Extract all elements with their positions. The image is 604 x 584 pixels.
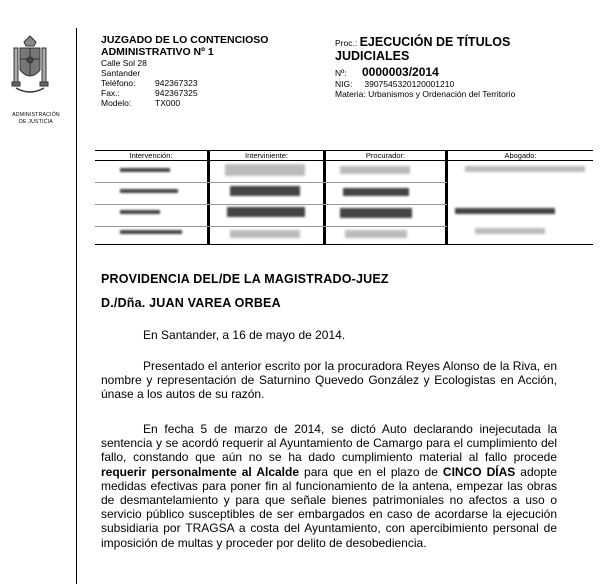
court-info [101, 34, 268, 108]
row-divider [95, 182, 447, 183]
fax-row [101, 88, 268, 98]
redacted-cell [230, 230, 300, 238]
phone-value: 942367323 [155, 78, 198, 88]
redacted-cell [120, 210, 160, 214]
paragraph-order-emphasis: requerir personalmente al Alcalde [101, 464, 300, 479]
redacted-cell [120, 189, 178, 193]
coat-of-arms-logo [10, 34, 50, 100]
nig-label: NIG: [335, 79, 353, 89]
model-label: Modelo: [101, 98, 132, 108]
table-bottom-rule [95, 244, 593, 245]
paragraph-order-text: En fecha 5 de marzo de 2014, se dictó Auto declarando inejecutada la sentencia y se acordó requerir al Ayuntamiento de Camargo para el cumplimiento del fallo, constando que aún no se ha dado cumplimiento material al fallo procede [101, 422, 557, 465]
model-row [101, 98, 268, 108]
paragraph-filing: Presentado el anterior escrito por la procuradora Reyes Alonso de la Riva, en nombre y representación de Saturnino Quevedo González y Ecologistas en Acción, únase a los autos de su razón. [101, 359, 557, 402]
proceeding-title-row [335, 35, 595, 49]
table-header-rule [95, 160, 593, 161]
proceeding-title-line1: EJECUCIÓN DE TÍTULOS [359, 35, 511, 49]
redacted-cell [475, 228, 545, 234]
parties-table [95, 150, 593, 245]
admin-label-line1: ADMINISTRACIÓN [12, 112, 60, 118]
redacted-cell [225, 164, 305, 176]
paragraph-order [101, 422, 557, 550]
address-line1: Calle Sol 28 [101, 58, 147, 68]
proc-label: Proc.: [335, 38, 358, 48]
redacted-cell [345, 230, 407, 238]
fax-label: Fax.: [101, 88, 120, 98]
document-title: PROVIDENCIA DEL/DE LA MAGISTRADO-JUEZ [101, 272, 389, 286]
administration-label [2, 112, 70, 126]
nig-row [335, 79, 595, 89]
redacted-cell [120, 230, 182, 234]
column-separator [445, 150, 448, 245]
phone-label: Teléfono: [101, 78, 136, 88]
redacted-cell [455, 208, 555, 214]
column-separator [323, 150, 326, 245]
admin-label-line2: DE JUSTICIA [19, 119, 53, 125]
redacted-cell [227, 207, 305, 217]
date-paragraph: En Santander, a 16 de mayo de 2014. [143, 328, 346, 342]
row-divider [95, 204, 447, 205]
col-header-procurador: Procurador: [365, 151, 406, 160]
col-header-interviniente: Interviniente: [245, 151, 288, 160]
margin-divider [76, 28, 77, 584]
proceeding-info [335, 35, 595, 99]
number-label: Nº: [335, 68, 347, 78]
case-number: 0000003/2014 [362, 65, 439, 79]
paragraph-order-deadline: CINCO DÍAS [442, 464, 516, 479]
paragraph-order-text: adopte medidas efectivas para poner fin al funcionamiento de la antena, empezar las obras de desmantelamiento y para que señale bienes patrimoniales no afectos a uso o servicio público susceptibles de ser embargados en caso de acordarse la ejecución subsidiaria por TRAGSA a costa del Ayuntamiento, con apercibimiento personal de imposición de multas y proceder por delito de desobediencia. [101, 464, 557, 550]
proceeding-title-line2: JUDICIALES [335, 49, 410, 63]
case-number-row [335, 65, 595, 79]
paragraph-order-text: para que en el plazo de [299, 464, 443, 479]
judge-name: D./Dña. JUAN VAREA ORBEA [101, 296, 281, 310]
nig-value: 3907545320120001210 [364, 79, 455, 89]
model-value: TX000 [155, 98, 181, 108]
redacted-cell [340, 208, 412, 218]
redacted-cell [340, 166, 410, 174]
row-divider [95, 226, 447, 227]
col-header-intervencion: Intervención: [129, 151, 173, 160]
redacted-cell [343, 188, 409, 196]
court-name-line1: JUZGADO DE LO CONTENCIOSO [101, 34, 269, 46]
phone-row [101, 78, 268, 88]
column-separator [207, 150, 210, 245]
court-name-line2: ADMINISTRATIVO Nº 1 [101, 46, 214, 58]
redacted-cell [465, 166, 585, 172]
subject-matter: Materia: Urbanismos y Ordenación del Territorio [335, 89, 516, 99]
fax-value: 942367325 [155, 88, 198, 98]
col-header-abogado: Abogado: [504, 151, 537, 160]
address-line2: Santander [101, 68, 141, 78]
redacted-cell [230, 186, 300, 196]
redacted-cell [120, 168, 170, 172]
